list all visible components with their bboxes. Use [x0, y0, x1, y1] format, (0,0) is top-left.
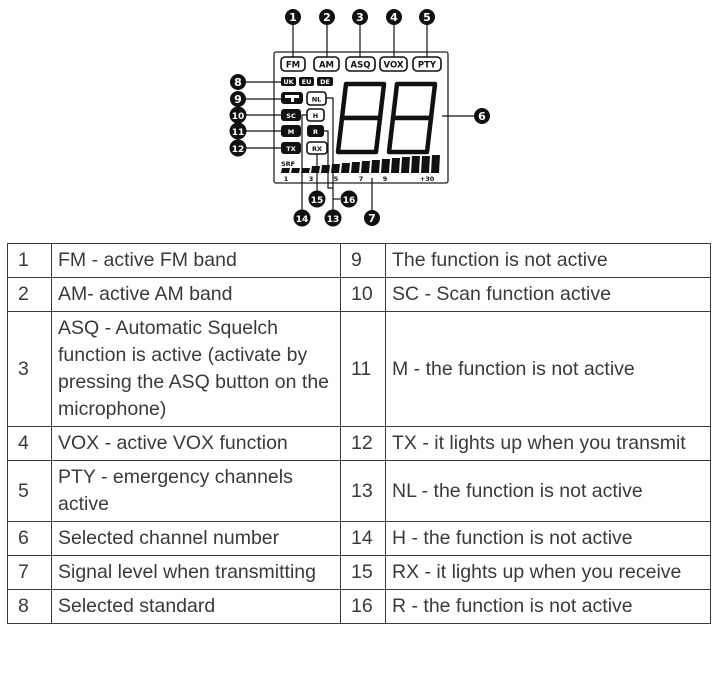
svg-text:H: H [312, 112, 319, 120]
callout-2 [319, 9, 335, 25]
svg-text:SC: SC [286, 112, 296, 120]
svg-text:5: 5 [423, 11, 431, 24]
item-number: 10 [341, 278, 386, 312]
item-description: Signal level when transmitting [52, 556, 341, 590]
svg-text:11: 11 [231, 128, 245, 138]
svg-text:RX: RX [311, 145, 323, 153]
svg-text:9: 9 [234, 93, 242, 106]
item-number: 15 [341, 556, 386, 590]
callout-6 [474, 108, 490, 124]
indicator-asq [346, 57, 375, 71]
item-description: TX - it lights up when you transmit [386, 427, 711, 461]
svg-text:PTY: PTY [417, 60, 437, 71]
svg-text:3: 3 [308, 175, 314, 183]
item-number: 1 [8, 244, 52, 278]
callout-9 [230, 91, 246, 107]
table-row [8, 590, 711, 624]
callout-16 [341, 191, 358, 208]
indicator-r [307, 125, 324, 137]
item-number: 11 [341, 312, 386, 427]
svg-text:TX: TX [286, 145, 296, 153]
standard-eu [299, 77, 314, 86]
indicator-pty [413, 57, 441, 71]
item-number: 5 [8, 461, 52, 522]
item-description: SC - Scan function active [386, 278, 711, 312]
indicator-fm [281, 57, 305, 71]
legend-table [7, 243, 711, 624]
callout-15 [309, 191, 326, 208]
item-description: R - the function is not active [386, 590, 711, 624]
callout-10 [230, 107, 247, 124]
callout-14 [294, 210, 311, 227]
item-description: PTY - emergency channels active [52, 461, 341, 522]
item-description: NL - the function is not active [386, 461, 711, 522]
table-row [8, 278, 711, 312]
svg-text:VOX: VOX [383, 60, 404, 71]
indicator-m [281, 125, 301, 137]
channel-display-88 [338, 84, 435, 152]
svg-text:15: 15 [310, 196, 324, 206]
callout-12 [230, 140, 247, 157]
legend-body [8, 244, 711, 624]
item-number: 8 [8, 590, 52, 624]
callout-1 [285, 9, 301, 25]
item-number: 2 [8, 278, 52, 312]
svg-text:9: 9 [382, 175, 388, 183]
svg-text:FM: FM [285, 60, 301, 71]
svg-text:16: 16 [342, 196, 356, 206]
inactive-function-icon [281, 92, 303, 104]
indicator-vox [380, 57, 407, 71]
lcd-diagram [0, 0, 718, 240]
item-description: RX - it lights up when you receive [386, 556, 711, 590]
item-description: Selected standard [52, 590, 341, 624]
svg-text:13: 13 [326, 215, 340, 225]
svg-text:1: 1 [283, 175, 289, 183]
svg-text:EU: EU [301, 78, 312, 86]
item-number: 16 [341, 590, 386, 624]
svg-text:4: 4 [390, 11, 398, 24]
svg-text:UK: UK [283, 78, 294, 86]
indicator-tx [281, 142, 301, 154]
svg-text:7: 7 [358, 175, 364, 183]
item-number: 9 [341, 244, 386, 278]
item-description: The function is not active [386, 244, 711, 278]
table-row [8, 427, 711, 461]
item-description: ASQ - Automatic Squelch function is active (activate by pressing the ASQ button on the microphone) [52, 312, 341, 427]
item-description: VOX - active VOX function [52, 427, 341, 461]
svg-text:7: 7 [368, 212, 376, 225]
table-row [8, 556, 711, 590]
item-number: 4 [8, 427, 52, 461]
svg-text:M: M [287, 128, 295, 136]
indicator-rx [307, 142, 327, 154]
svg-text:R: R [312, 128, 319, 136]
callout-7 [364, 210, 380, 226]
item-number: 13 [341, 461, 386, 522]
svg-text:8: 8 [234, 76, 242, 89]
callout-5 [419, 9, 435, 25]
callout-8 [230, 74, 246, 90]
item-number: 6 [8, 522, 52, 556]
item-description: AM- active AM band [52, 278, 341, 312]
table-row [8, 522, 711, 556]
svg-text:AM: AM [318, 60, 335, 71]
svg-text:6: 6 [478, 110, 486, 123]
item-description: M - the function is not active [386, 312, 711, 427]
item-description: H - the function is not active [386, 522, 711, 556]
svg-text:+30: +30 [419, 175, 435, 183]
item-number: 7 [8, 556, 52, 590]
svg-text:10: 10 [231, 112, 245, 122]
svg-text:14: 14 [295, 215, 309, 225]
svg-text:3: 3 [356, 11, 364, 24]
indicator-nl [307, 92, 326, 105]
indicator-h [307, 109, 324, 121]
standard-uk [281, 77, 296, 86]
table-row [8, 244, 711, 278]
svg-text:5: 5 [333, 175, 339, 183]
item-number: 12 [341, 427, 386, 461]
table-row [8, 312, 711, 427]
signal-label: SRF [281, 160, 296, 168]
svg-text:1: 1 [289, 11, 297, 24]
svg-text:NL: NL [311, 95, 322, 104]
callout-11 [230, 123, 247, 140]
svg-text:2: 2 [323, 11, 331, 24]
indicator-am [314, 57, 339, 71]
svg-text:12: 12 [231, 145, 245, 155]
item-description: FM - active FM band [52, 244, 341, 278]
svg-text:ASQ: ASQ [350, 60, 371, 71]
standard-de [317, 77, 333, 86]
table-row [8, 461, 711, 522]
callout-4 [386, 9, 402, 25]
item-number: 14 [341, 522, 386, 556]
callout-13 [325, 210, 342, 227]
indicator-sc [281, 109, 301, 121]
signal-scale [284, 175, 435, 183]
signal-level-bars [281, 155, 440, 173]
callout-3 [352, 9, 368, 25]
svg-text:DE: DE [320, 78, 330, 86]
item-description: Selected channel number [52, 522, 341, 556]
item-number: 3 [8, 312, 52, 427]
